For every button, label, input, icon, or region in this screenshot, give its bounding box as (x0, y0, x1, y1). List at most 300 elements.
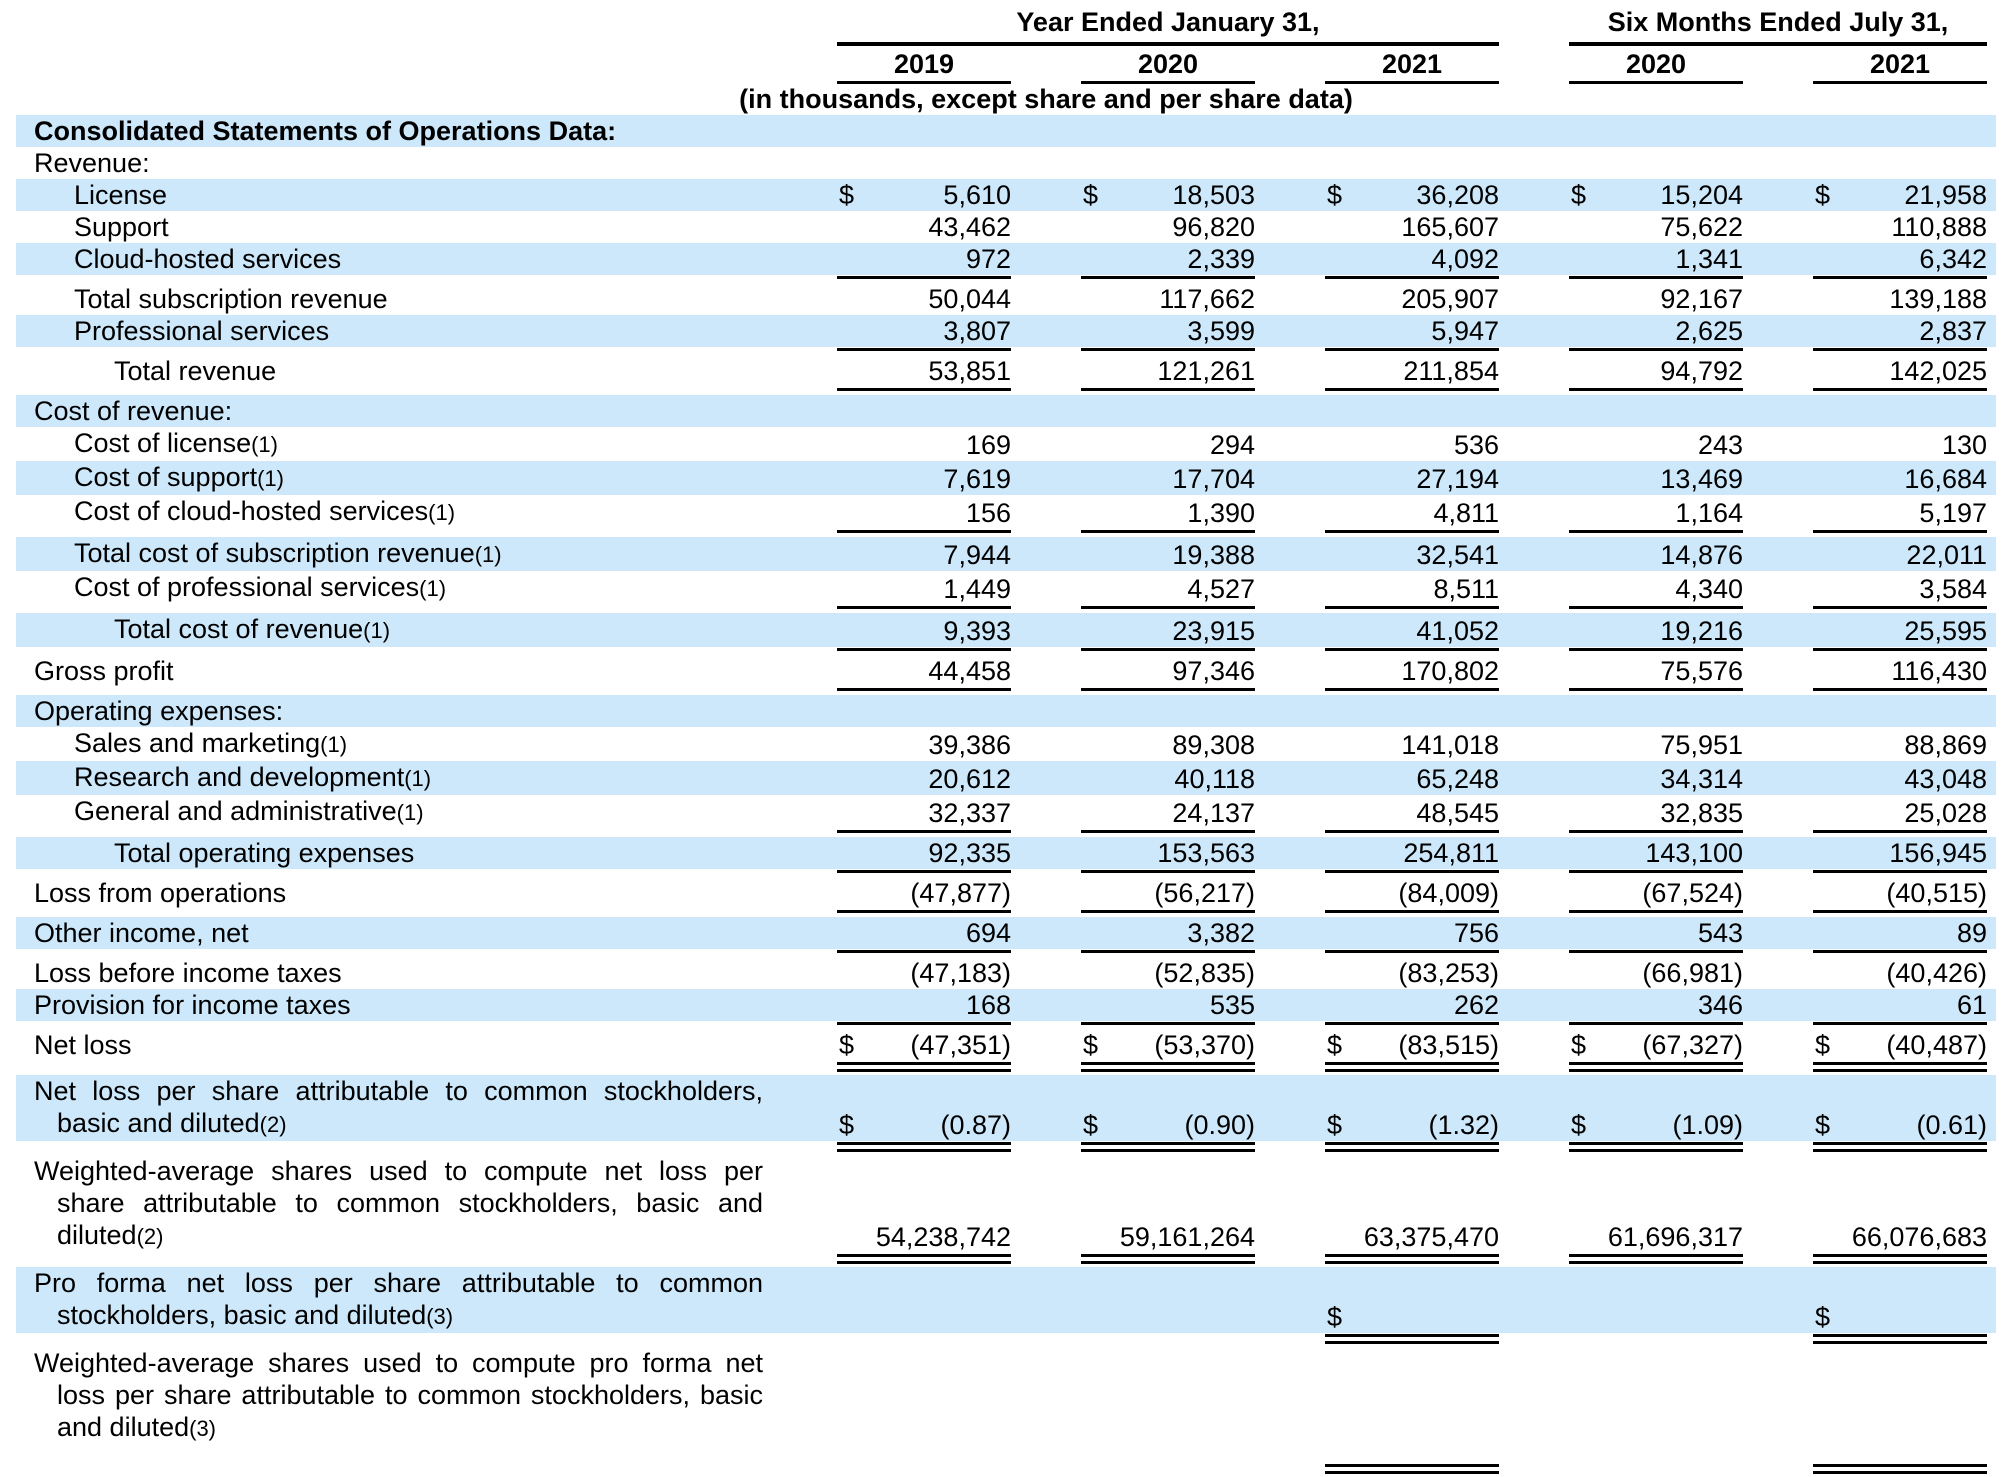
cell-number: (52,835) (1154, 958, 1255, 988)
underline (1813, 688, 1987, 695)
underline (1813, 648, 1987, 655)
cell-value (1813, 837, 1987, 869)
cell-number: 1,449 (943, 574, 1011, 604)
underline (1081, 688, 1255, 695)
cell-number: 9,393 (943, 616, 1011, 646)
dollar-sign: $ (1571, 1110, 1587, 1140)
table-row (16, 655, 1996, 687)
cell-number: 34,314 (1660, 764, 1743, 794)
table-row (16, 461, 1996, 495)
underline (1813, 348, 1987, 355)
footnote-marker: (1) (251, 432, 278, 457)
cell-value (1081, 211, 1255, 243)
cell-value (1813, 797, 1987, 829)
cell-number: 156,945 (1889, 838, 1987, 868)
consolidated-statements-table (16, 6, 1996, 1477)
cell-value (1325, 355, 1499, 387)
table-row (16, 283, 1996, 315)
cell-number: 165,607 (1401, 212, 1499, 242)
cell-value (1081, 1029, 1255, 1061)
cell-number: 168 (965, 990, 1011, 1020)
underline (1081, 276, 1255, 283)
underline (837, 688, 1011, 695)
cell-value (837, 917, 1011, 949)
cell-number: 44,458 (928, 656, 1011, 686)
row-label: Loss before income taxes (34, 958, 342, 988)
cell-value (1081, 877, 1255, 909)
underline (1325, 530, 1499, 537)
row-label: License (74, 180, 168, 210)
underline (1813, 1334, 1987, 1347)
dollar-sign: $ (839, 1030, 855, 1060)
cell-number: 7,619 (943, 464, 1011, 494)
cell-value (1569, 1029, 1743, 1061)
cell-value (837, 497, 1011, 529)
cell-value (837, 1221, 1011, 1253)
cell-value (1081, 1221, 1255, 1253)
cell-number: 32,835 (1660, 798, 1743, 828)
cell-value (1325, 429, 1499, 461)
rule-row (16, 949, 1996, 957)
cell-number: 536 (1453, 430, 1499, 460)
underline (1081, 530, 1255, 537)
underline (1569, 1142, 1743, 1155)
cell-value (1081, 989, 1255, 1021)
row-label: Consolidated Statements of Operations Data: (34, 116, 617, 146)
cell-number: (47,877) (910, 878, 1011, 908)
cell-value (1813, 211, 1987, 243)
cell-number: (0.90) (1184, 1110, 1255, 1140)
row-label: Research and development(1) (74, 762, 432, 792)
underline (1325, 1254, 1499, 1267)
dollar-sign: $ (839, 1110, 855, 1140)
table-row (16, 179, 1996, 211)
cell-value (1569, 797, 1743, 829)
cell-number: 6,342 (1919, 244, 1987, 274)
cell-number: 32,337 (928, 798, 1011, 828)
cell-value (837, 989, 1011, 1021)
table-row (16, 989, 1996, 1021)
cell-number: (53,370) (1154, 1030, 1255, 1060)
table-row (16, 761, 1996, 795)
underline (1325, 1334, 1499, 1347)
underline (1081, 910, 1255, 917)
footnote-marker: (1) (474, 542, 502, 567)
cell-value (1081, 497, 1255, 529)
table-row (16, 1347, 1996, 1445)
cell-number: 142,025 (1889, 356, 1987, 386)
underline (1813, 1022, 1987, 1029)
cell-value (1813, 763, 1987, 795)
cell-value (1569, 355, 1743, 387)
underline (1569, 648, 1743, 655)
cell-value (1081, 763, 1255, 795)
cell-number: 121,261 (1157, 356, 1255, 386)
row-label: Other income, net (34, 918, 249, 948)
cell-value (837, 763, 1011, 795)
cell-value (1569, 463, 1743, 495)
cell-number: 15,204 (1660, 180, 1743, 210)
cell-value (1569, 1221, 1743, 1253)
cell-number: 92,167 (1660, 284, 1743, 314)
cell-value (1813, 655, 1987, 687)
cell-value (1569, 763, 1743, 795)
cell-number: 61 (1956, 990, 1987, 1020)
cell-value (837, 957, 1011, 989)
underline (1569, 950, 1743, 957)
cell-value (1325, 283, 1499, 315)
cell-number: 254,811 (1403, 838, 1499, 868)
units-note: (in thousands, except share and per share data) (739, 84, 1353, 114)
row-label: Cost of revenue: (34, 396, 233, 426)
rule-row (16, 1021, 1996, 1029)
cell-value (1325, 1029, 1499, 1061)
cell-value (1325, 497, 1499, 529)
cell-value (1569, 729, 1743, 761)
cell-number: 156 (965, 498, 1011, 528)
rule-row (16, 605, 1996, 613)
table-row (16, 1267, 1996, 1333)
cell-number: 94,792 (1660, 356, 1743, 386)
cell-value (1813, 1301, 1987, 1333)
rule-row (16, 829, 1996, 837)
rule-row (16, 1141, 1996, 1155)
table-row (16, 495, 1996, 529)
underline (837, 870, 1011, 877)
cell-number: 8,511 (1433, 574, 1499, 604)
cell-value (1569, 837, 1743, 869)
cell-value (1325, 539, 1499, 571)
cell-number: 24,137 (1172, 798, 1255, 828)
footnote-marker: (3) (426, 1304, 454, 1329)
underline (1325, 648, 1499, 655)
underline (1813, 606, 1987, 613)
cell-value (1813, 917, 1987, 949)
cell-value (1569, 957, 1743, 989)
row-label: Cost of professional services(1) (74, 572, 447, 602)
cell-value (1325, 211, 1499, 243)
dollar-sign: $ (839, 180, 855, 210)
cell-value (1813, 573, 1987, 605)
table-row (16, 315, 1996, 347)
footnote-marker: (1) (404, 766, 432, 791)
cell-number: 43,462 (928, 212, 1011, 242)
underline (837, 950, 1011, 957)
cell-number: 130 (1941, 430, 1987, 460)
cell-value (1569, 243, 1743, 275)
cell-value (837, 429, 1011, 461)
cell-value (837, 729, 1011, 761)
cell-value (1813, 179, 1987, 211)
cell-number: 5,197 (1919, 498, 1987, 528)
cell-number: 7,944 (943, 540, 1011, 570)
dollar-sign: $ (1815, 1110, 1831, 1140)
cell-number: 75,951 (1660, 730, 1743, 760)
underline (837, 388, 1011, 395)
underline (837, 830, 1011, 837)
cell-number: 41,052 (1416, 616, 1499, 646)
underline (1813, 388, 1987, 395)
footnote-marker: (1) (419, 576, 447, 601)
underline (1325, 276, 1499, 283)
underline (1569, 1254, 1743, 1267)
cell-value (1081, 179, 1255, 211)
cell-value (1813, 497, 1987, 529)
cell-value (1569, 315, 1743, 347)
underline (1325, 688, 1499, 695)
underline (837, 1142, 1011, 1155)
dollar-sign: $ (1571, 180, 1587, 210)
cell-number: 4,092 (1431, 244, 1499, 274)
underline (837, 1062, 1011, 1075)
cell-value (1813, 539, 1987, 571)
cell-number: 48,545 (1416, 798, 1499, 828)
cell-number: 1,164 (1675, 498, 1743, 528)
row-label: Cost of support(1) (74, 462, 284, 492)
cell-number: (67,524) (1642, 878, 1743, 908)
underline (1081, 870, 1255, 877)
underline (1813, 276, 1987, 283)
cell-value (1081, 615, 1255, 647)
footnote-marker: (1) (257, 466, 284, 491)
cell-number: 2,339 (1187, 244, 1255, 274)
cell-value (1325, 763, 1499, 795)
cell-value (1081, 243, 1255, 275)
underline (1081, 1142, 1255, 1155)
underline (837, 348, 1011, 355)
cell-number: 19,216 (1660, 616, 1743, 646)
row-label: Total subscription revenue (74, 284, 388, 314)
underline (1325, 950, 1499, 957)
rule-row (16, 347, 1996, 355)
cell-number: 2,625 (1675, 316, 1743, 346)
cell-number: 3,807 (943, 316, 1011, 346)
cell-value (1081, 315, 1255, 347)
table-row (16, 355, 1996, 387)
underline (1325, 388, 1499, 395)
cell-value (1813, 315, 1987, 347)
cell-value (1081, 355, 1255, 387)
cell-number: 756 (1453, 918, 1499, 948)
cell-number: 153,563 (1157, 838, 1255, 868)
cell-number: 262 (1453, 990, 1499, 1020)
cell-number: 1,341 (1675, 244, 1743, 274)
table-row (16, 115, 1996, 147)
cell-number: 211,854 (1403, 356, 1499, 386)
underline (1569, 1022, 1743, 1029)
cell-number: 535 (1209, 990, 1255, 1020)
cell-value (1081, 463, 1255, 495)
cell-value (1325, 877, 1499, 909)
header-six-months-ended: Six Months Ended July 31, (1569, 6, 1987, 46)
cell-value (1813, 729, 1987, 761)
cell-value (1569, 497, 1743, 529)
cell-value (837, 797, 1011, 829)
cell-value (1325, 797, 1499, 829)
cell-number: 18,503 (1172, 180, 1255, 210)
underline (837, 606, 1011, 613)
cell-value (1813, 243, 1987, 275)
cell-value (1813, 877, 1987, 909)
footnote-marker: (1) (428, 500, 456, 525)
row-label: Net loss (34, 1030, 132, 1060)
header-year: 2020 (1081, 46, 1255, 84)
cell-value (1569, 211, 1743, 243)
underline (1081, 648, 1255, 655)
table-row (16, 1155, 1996, 1253)
cell-value (1813, 1221, 1987, 1253)
rule-row (16, 647, 1996, 655)
dollar-sign: $ (1327, 1030, 1343, 1060)
cell-number: (1.09) (1672, 1110, 1743, 1140)
cell-number: 88,869 (1904, 730, 1987, 760)
table-body (16, 115, 1996, 1477)
row-label: Cost of license(1) (74, 428, 278, 458)
underline (1569, 910, 1743, 917)
dollar-sign: $ (1327, 180, 1343, 210)
cell-value (837, 283, 1011, 315)
cell-value (1325, 729, 1499, 761)
cell-value (837, 837, 1011, 869)
cell-number: (1.32) (1428, 1110, 1499, 1140)
cell-number: 5,947 (1431, 316, 1499, 346)
cell-number: (83,253) (1398, 958, 1499, 988)
table-row (16, 837, 1996, 869)
cell-number: 346 (1697, 990, 1743, 1020)
dollar-sign: $ (1083, 1030, 1099, 1060)
row-label: Revenue: (34, 148, 150, 178)
cell-value (1081, 283, 1255, 315)
table-row (16, 613, 1996, 647)
cell-value (1569, 917, 1743, 949)
underline (1325, 1464, 1499, 1477)
cell-value (1325, 989, 1499, 1021)
cell-value (1813, 463, 1987, 495)
rule-row (16, 1061, 1996, 1075)
cell-number: 694 (965, 918, 1011, 948)
cell-value (1325, 463, 1499, 495)
underline (837, 276, 1011, 283)
row-label: Total operating expenses (114, 838, 415, 868)
rule-row (16, 1333, 1996, 1347)
underline (1569, 870, 1743, 877)
cell-value (837, 539, 1011, 571)
cell-number: 53,851 (928, 356, 1011, 386)
dollar-sign: $ (1815, 1030, 1831, 1060)
cell-value (1325, 957, 1499, 989)
footnote-marker: (1) (396, 800, 424, 825)
cell-number: (56,217) (1154, 878, 1255, 908)
cell-value (837, 615, 1011, 647)
cell-number: 65,248 (1416, 764, 1499, 794)
rule-row (16, 275, 1996, 283)
cell-value (1325, 917, 1499, 949)
cell-number: 63,375,470 (1363, 1222, 1499, 1252)
dollar-sign: $ (1327, 1110, 1343, 1140)
underline (1081, 388, 1255, 395)
cell-number: 4,527 (1187, 574, 1255, 604)
cell-number: 27,194 (1416, 464, 1499, 494)
table-row (16, 957, 1996, 989)
cell-value (837, 179, 1011, 211)
table-row (16, 537, 1996, 571)
cell-number: 89,308 (1172, 730, 1255, 760)
underline (1325, 606, 1499, 613)
dollar-sign: $ (1083, 1110, 1099, 1140)
cell-value (837, 355, 1011, 387)
footnote-marker: (2) (136, 1224, 164, 1249)
underline (1081, 1254, 1255, 1267)
underline (1325, 830, 1499, 837)
cell-number: 61,696,317 (1607, 1222, 1743, 1252)
header-years-row (16, 46, 1996, 84)
cell-number: 117,662 (1159, 284, 1255, 314)
table-row (16, 395, 1996, 427)
cell-value (1325, 573, 1499, 605)
cell-number: 19,388 (1172, 540, 1255, 570)
cell-value (1081, 957, 1255, 989)
underline (1813, 1062, 1987, 1075)
table-row (16, 427, 1996, 461)
row-label: Gross profit (34, 656, 174, 686)
cell-value (1081, 729, 1255, 761)
cell-value (1325, 179, 1499, 211)
row-label: Pro forma net loss per share attributable to common stockholders, basic and diluted(3) (34, 1268, 763, 1330)
underline (1813, 1142, 1987, 1155)
cell-number: (47,351) (910, 1030, 1011, 1060)
cell-number: 5,610 (943, 180, 1011, 210)
cell-number: 116,430 (1891, 656, 1987, 686)
cell-value (1813, 283, 1987, 315)
underline (1325, 348, 1499, 355)
cell-value (1569, 1109, 1743, 1141)
cell-number: 32,541 (1416, 540, 1499, 570)
dollar-sign: $ (1815, 1302, 1831, 1332)
table-row (16, 243, 1996, 275)
cell-value (1081, 797, 1255, 829)
cell-number: 3,584 (1919, 574, 1987, 604)
row-label: Provision for income taxes (34, 990, 351, 1020)
underline (837, 1254, 1011, 1267)
cell-value (1813, 1109, 1987, 1141)
rule-row (16, 529, 1996, 537)
table-row (16, 571, 1996, 605)
cell-number: 294 (1209, 430, 1255, 460)
cell-number: 972 (965, 244, 1011, 274)
cell-number: 243 (1697, 430, 1743, 460)
cell-number: 66,076,683 (1851, 1222, 1987, 1252)
cell-value (1813, 429, 1987, 461)
dollar-sign: $ (1571, 1030, 1587, 1060)
footnote-marker: (1) (363, 618, 391, 643)
cell-number: 39,386 (928, 730, 1011, 760)
cell-value (1081, 429, 1255, 461)
cell-number: (40,515) (1886, 878, 1987, 908)
cell-value (1325, 1301, 1499, 1333)
cell-value (837, 1109, 1011, 1141)
header-year: 2021 (1325, 46, 1499, 84)
row-label: Operating expenses: (34, 696, 284, 726)
underline (1569, 388, 1743, 395)
cell-value (1325, 315, 1499, 347)
rule-row (16, 1463, 1996, 1477)
header-year: 2020 (1569, 46, 1743, 84)
cell-value (1813, 615, 1987, 647)
underline (1813, 870, 1987, 877)
row-label: Professional services (74, 316, 330, 346)
table-row (16, 795, 1996, 829)
underline (837, 1022, 1011, 1029)
